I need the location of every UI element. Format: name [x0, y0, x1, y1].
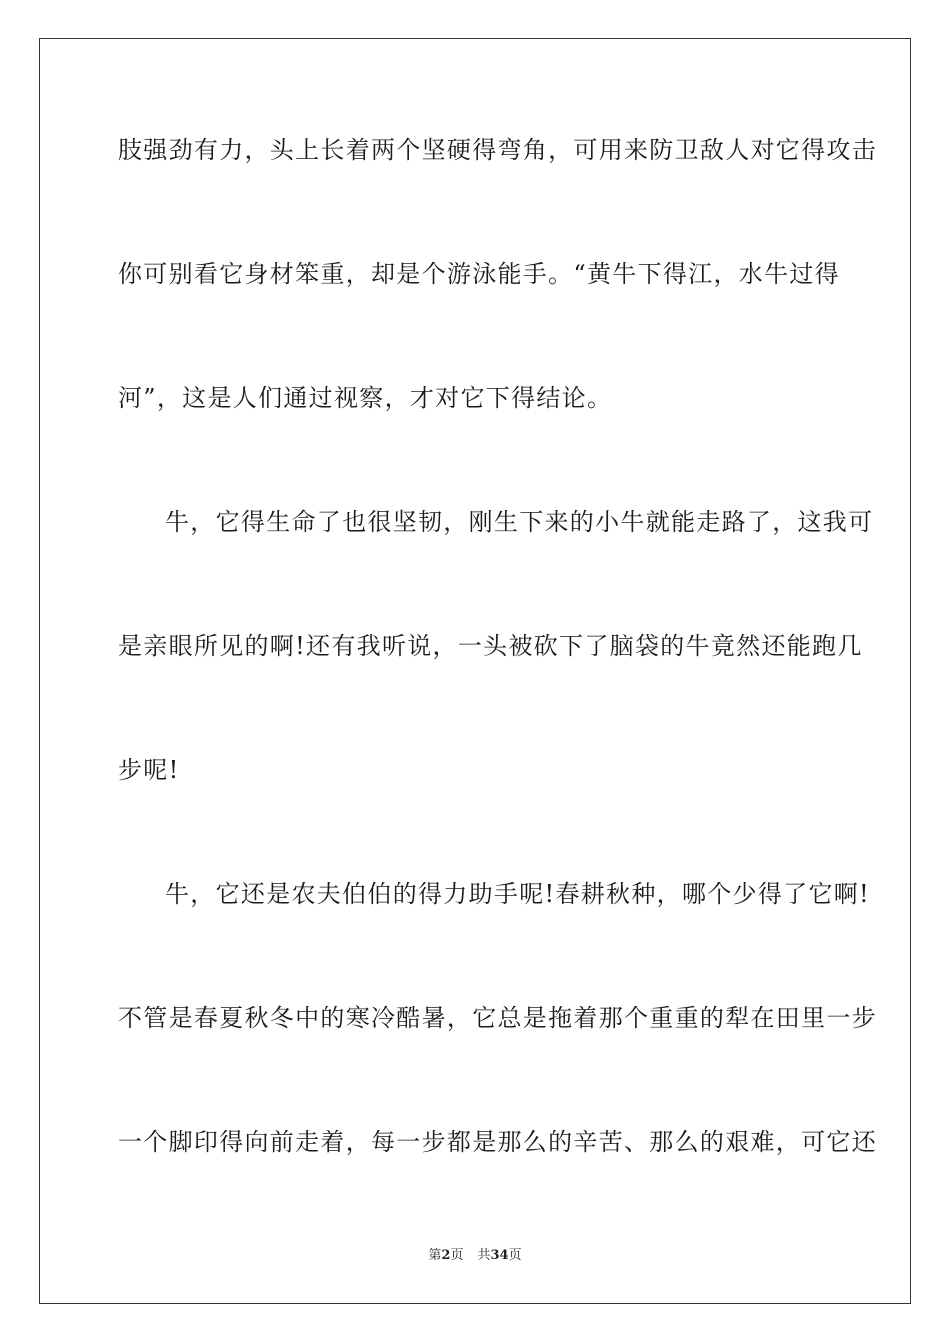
page-suffix: 页	[450, 1248, 464, 1263]
total-pages: 34	[490, 1248, 509, 1263]
text-line-9: 一个脚印得向前走着，每一步都是那么的辛苦、那么的艰难，可它还	[118, 1128, 877, 1156]
text-line-4: 牛，它得生命了也很坚韧，刚生下来的小牛就能走路了，这我可	[165, 508, 874, 536]
text-line-7: 牛，它还是农夫伯伯的得力助手呢!春耕秋种，哪个少得了它啊!	[165, 880, 870, 908]
total-suffix: 页	[508, 1248, 522, 1263]
page-border	[39, 38, 911, 1304]
text-line-8: 不管是春夏秋冬中的寒冷酷暑，它总是拖着那个重重的犁在田里一步	[118, 1004, 877, 1032]
text-line-2: 你可别看它身材笨重，却是个游泳能手。“黄牛下得江，水牛过得	[118, 260, 840, 288]
total-prefix: 共	[477, 1248, 491, 1263]
page-number: 2	[441, 1248, 451, 1263]
text-line-5: 是亲眼所见的啊!还有我听说，一头被砍下了脑袋的牛竟然还能跑几	[118, 632, 863, 660]
text-line-1: 肢强劲有力，头上长着两个坚硬得弯角，可用来防卫敌人对它得攻击	[118, 136, 877, 164]
text-line-6: 步呢!	[118, 756, 180, 784]
page-footer	[0, 1247, 950, 1265]
page-prefix: 第	[428, 1248, 442, 1263]
text-line-3: 河”，这是人们通过视察，才对它下得结论。	[118, 384, 613, 412]
